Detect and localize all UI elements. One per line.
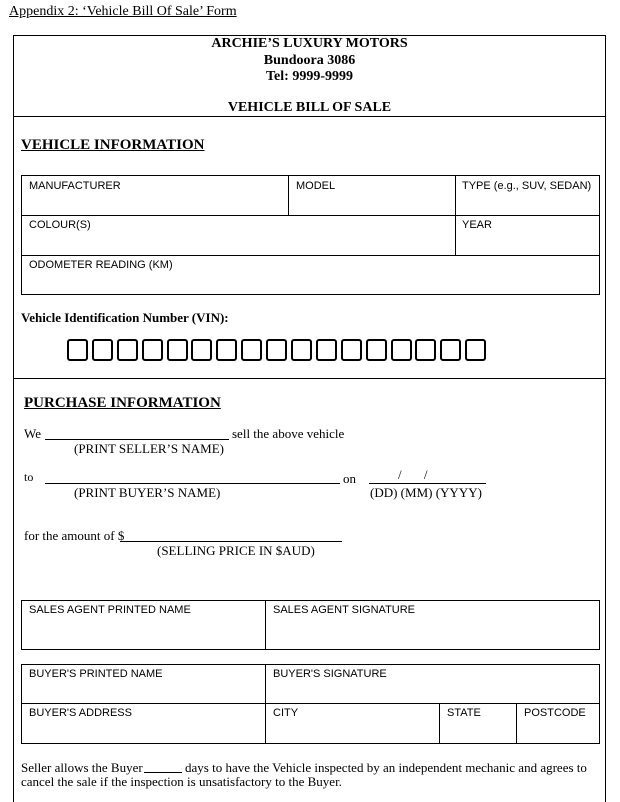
col-divider — [455, 175, 456, 255]
type-field[interactable]: TYPE (e.g., SUV, SEDAN) — [462, 180, 592, 192]
agent-name-field[interactable]: SALES AGENT PRINTED NAME — [29, 604, 191, 616]
row-divider — [21, 703, 600, 704]
vin-char-box[interactable] — [241, 339, 262, 361]
vin-char-box[interactable] — [391, 339, 412, 361]
vehicle-info-table — [21, 175, 600, 295]
row-divider — [21, 255, 600, 256]
buyer-name-line[interactable] — [45, 483, 340, 484]
vin-input-row — [67, 339, 490, 361]
amount-line[interactable] — [120, 541, 342, 542]
price-caption: (SELLING PRICE IN $AUD) — [157, 543, 315, 558]
buyer-signature-field[interactable]: BUYER'S SIGNATURE — [273, 668, 387, 680]
vin-char-box[interactable] — [440, 339, 461, 361]
vin-char-box[interactable] — [142, 339, 163, 361]
date-slashes: / / — [398, 467, 428, 482]
appendix-title: Appendix 2: ‘Vehicle Bill Of Sale’ Form — [9, 4, 237, 19]
vin-char-box[interactable] — [291, 339, 312, 361]
col-divider — [516, 703, 517, 744]
col-divider — [265, 600, 266, 650]
col-divider — [439, 703, 440, 744]
postcode-field[interactable]: POSTCODE — [524, 707, 586, 719]
on-label: on — [343, 471, 356, 486]
buyer-address-field[interactable]: BUYER'S ADDRESS — [29, 707, 132, 719]
manufacturer-field[interactable]: MANUFACTURER — [29, 180, 121, 192]
amount-label: for the amount of $ — [24, 528, 125, 543]
company-address: Bundoora 3086 — [263, 53, 356, 68]
vin-char-box[interactable] — [92, 339, 113, 361]
inspection-text-part1: Seller allows the Buyer — [21, 760, 143, 775]
model-field[interactable]: MODEL — [296, 180, 336, 192]
buyer-caption: (PRINT BUYER’S NAME) — [74, 485, 221, 500]
vin-char-box[interactable] — [341, 339, 362, 361]
to-label: to — [24, 470, 34, 484]
seller-name-line[interactable] — [45, 439, 229, 440]
col-divider — [288, 175, 289, 215]
vin-char-box[interactable] — [316, 339, 337, 361]
we-label: We — [24, 426, 41, 441]
odometer-field[interactable]: ODOMETER READING (KM) — [29, 259, 173, 271]
row-divider — [21, 215, 600, 216]
sell-text: sell the above vehicle — [232, 426, 345, 441]
vin-char-box[interactable] — [67, 339, 88, 361]
date-caption: (DD) (MM) (YYYY) — [370, 485, 482, 500]
section-divider — [13, 378, 606, 379]
col-divider — [265, 664, 266, 744]
purchase-info-title: PURCHASE INFORMATION — [24, 395, 221, 411]
city-field[interactable]: CITY — [273, 707, 299, 719]
vin-char-box[interactable] — [117, 339, 138, 361]
buyer-name-field[interactable]: BUYER'S PRINTED NAME — [29, 668, 163, 680]
vin-char-box[interactable] — [465, 339, 486, 361]
vin-label: Vehicle Identification Number (VIN): — [21, 310, 229, 325]
vin-char-box[interactable] — [266, 339, 287, 361]
vin-char-box[interactable] — [167, 339, 188, 361]
inspection-days-line[interactable] — [144, 772, 182, 773]
inspection-text-line2: cancel the sale if the inspection is unsatisfactory to the Buyer. — [21, 774, 342, 789]
vin-char-box[interactable] — [216, 339, 237, 361]
year-field[interactable]: YEAR — [462, 219, 492, 231]
agent-signature-field[interactable]: SALES AGENT SIGNATURE — [273, 604, 416, 616]
seller-caption: (PRINT SELLER’S NAME) — [74, 441, 224, 456]
vin-char-box[interactable] — [415, 339, 436, 361]
vin-char-box[interactable] — [366, 339, 387, 361]
header-divider — [13, 116, 606, 117]
colours-field[interactable]: COLOUR(S) — [29, 219, 91, 231]
company-phone: Tel: 9999-9999 — [266, 69, 353, 84]
form-title: VEHICLE BILL OF SALE — [227, 100, 392, 115]
company-name: ARCHIE’S LUXURY MOTORS — [211, 36, 408, 51]
inspection-text-part2: days to have the Vehicle inspected by an independent mechanic and agrees to — [185, 760, 587, 775]
state-field[interactable]: STATE — [447, 707, 481, 719]
vehicle-info-title: VEHICLE INFORMATION — [21, 137, 205, 153]
date-line[interactable] — [369, 483, 486, 484]
vin-char-box[interactable] — [191, 339, 212, 361]
